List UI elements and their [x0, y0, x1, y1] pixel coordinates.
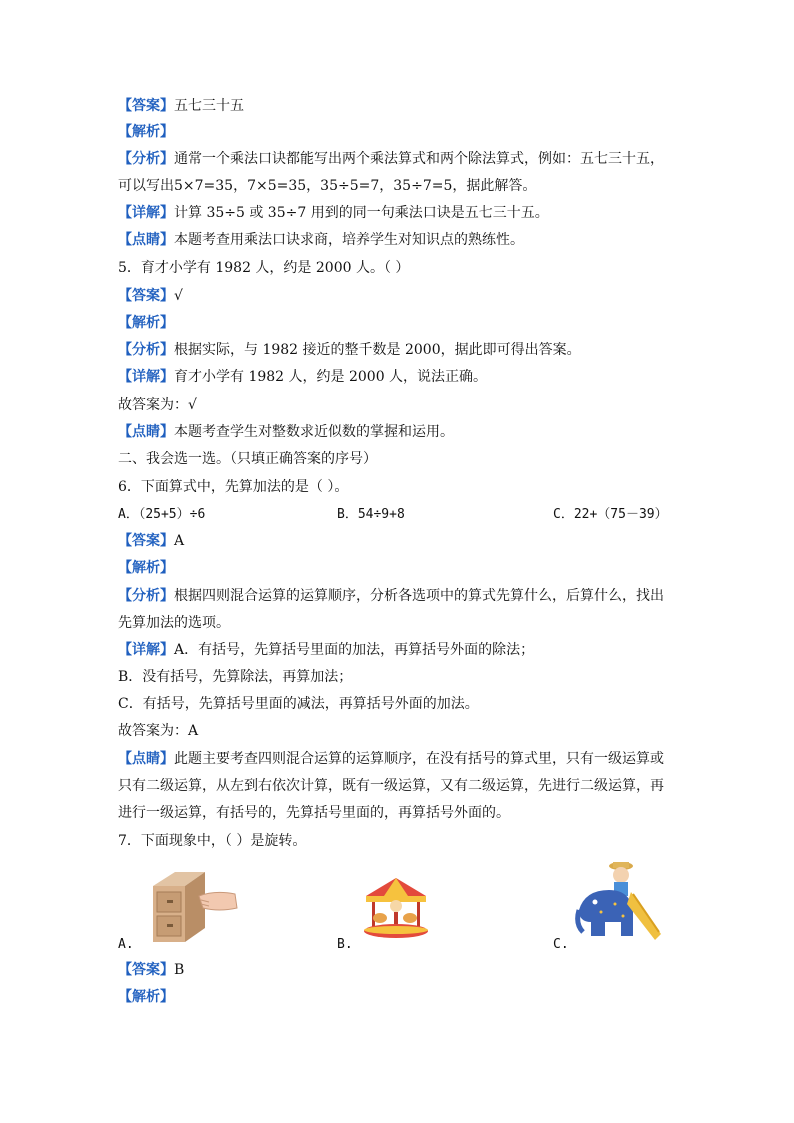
option-c: C．22+（75－39） [553, 507, 668, 522]
xiangjie-line-b [118, 668, 352, 686]
dianjing-text: 本题考查用乘法口诀求商，培养学生对知识点的熟练性。 [174, 232, 524, 248]
fenxi-text: 通常一个乘法口诀都能写出两个乘法算式和两个除法算式，例如：五七三十五， [174, 151, 664, 167]
slide-image [575, 860, 665, 944]
option-c-label: C. [553, 937, 569, 952]
fenxi-tag: 【分析】 [118, 151, 174, 167]
analysis-tag: 【解析】 [118, 989, 174, 1005]
option-b-label: B. [337, 937, 353, 952]
option-a: A．（25+5）÷6 [118, 507, 206, 522]
dianjing-text-cont: 只有二级运算，从左到右依次计算，既有一级运算，又有二级运算，先进行二级运算，再 [118, 778, 664, 794]
section-heading-text: 二、我会选一选。（只填正确答案的序号） [118, 451, 377, 467]
option-b: B．54÷9+8 [337, 507, 405, 522]
answer-text: √ [174, 288, 183, 304]
conclusion-text: 故答案为：√ [118, 397, 197, 413]
fenxi-text-cont: 先算加法的选项。 [118, 615, 230, 631]
question-6 [118, 478, 348, 496]
xiangjie-text: 计算 35÷5 或 35÷7 用到的同一句乘法口诀是五七三十五。 [174, 205, 549, 221]
question-5 [118, 259, 409, 277]
analysis-heading [118, 988, 174, 1006]
section-heading [118, 450, 377, 468]
fenxi-line [118, 150, 664, 168]
analysis-heading [118, 559, 174, 577]
drawer-cabinet-icon [145, 868, 241, 946]
analysis-tag: 【解析】 [118, 560, 174, 576]
conclusion-line [118, 722, 198, 740]
answer-tag: 【答案】 [118, 98, 174, 114]
xiangjie-line [118, 368, 487, 386]
dianjing-tag: 【点睛】 [118, 232, 174, 248]
question-5-text: 5．育才小学有 1982 人，约是 2000 人。（ ） [118, 260, 410, 276]
fenxi-line [118, 341, 581, 359]
fenxi-tag: 【分析】 [118, 588, 174, 604]
answer-tag: 【答案】 [118, 288, 174, 304]
conclusion-text: 故答案为：A [118, 723, 199, 739]
xiangjie-tag: 【详解】 [118, 205, 174, 221]
fenxi-line [118, 587, 664, 605]
dianjing-text: 本题考查学生对整数求近似数的掌握和运用。 [174, 424, 454, 440]
dianjing-line-cont2 [118, 804, 510, 822]
option-a-label: A. [118, 937, 134, 952]
xiangjie-text: A．有括号，先算括号里面的加法，再算括号外面的除法； [174, 642, 535, 658]
dianjing-line [118, 231, 524, 249]
answer-tag: 【答案】 [118, 533, 174, 549]
xiangjie-text: 育才小学有 1982 人，约是 2000 人，说法正确。 [174, 369, 488, 385]
answer-tag: 【答案】 [118, 962, 174, 978]
dianjing-line [118, 423, 454, 441]
analysis-heading [118, 123, 174, 141]
xiangjie-tag: 【详解】 [118, 369, 174, 385]
answer-line [118, 287, 183, 305]
fenxi-line-cont [118, 614, 230, 632]
fenxi-line-cont [118, 177, 536, 195]
carousel-icon [360, 876, 432, 942]
fenxi-text-cont: 可以写出5×7=35，7×5=35，35÷5=7，35÷7=5，据此解答。 [118, 178, 537, 194]
xiangjie-tag: 【详解】 [118, 642, 174, 658]
answer-text: A [174, 533, 185, 549]
xiangjie-text-b: B．没有括号，先算除法，再算加法； [118, 669, 353, 685]
dianjing-text: 此题主要考查四则混合运算的运算顺序，在没有括号的算式里，只有一级运算或 [174, 751, 664, 767]
answer-text: B [174, 962, 185, 978]
answer-line [118, 97, 244, 115]
dianjing-tag: 【点睛】 [118, 424, 174, 440]
analysis-tag: 【解析】 [118, 124, 174, 140]
fenxi-tag: 【分析】 [118, 342, 174, 358]
dianjing-line-cont [118, 777, 664, 795]
question-6-text: 6．下面算式中，先算加法的是（ ）。 [118, 479, 349, 495]
question-7 [118, 832, 306, 850]
carousel-image [360, 876, 432, 942]
answer-line [118, 961, 184, 979]
dianjing-tag: 【点睛】 [118, 751, 174, 767]
answer-text: 五七三十五 [174, 98, 244, 114]
drawer-cabinet-image [145, 868, 241, 946]
dianjing-text-cont2: 进行一级运算，有括号的，先算括号里面的，再算括号外面的。 [118, 805, 510, 821]
xiangjie-line [118, 641, 534, 659]
xiangjie-line-c [118, 695, 479, 713]
slide-icon [575, 860, 665, 944]
analysis-heading [118, 314, 174, 332]
fenxi-text: 根据实际，与 1982 接近的整千数是 2000，据此即可得出答案。 [174, 342, 581, 358]
xiangjie-line [118, 204, 549, 222]
fenxi-text: 根据四则混合运算的运算顺序，分析各选项中的算式先算什么，后算什么，找出 [174, 588, 664, 604]
conclusion-line [118, 396, 197, 414]
analysis-tag: 【解析】 [118, 315, 174, 331]
answer-line [118, 532, 184, 550]
xiangjie-text-c: C．有括号，先算括号里面的减法，再算括号外面的加法。 [118, 696, 479, 712]
question-7-text: 7．下面现象中，（ ）是旋转。 [118, 833, 307, 849]
dianjing-line [118, 750, 664, 768]
